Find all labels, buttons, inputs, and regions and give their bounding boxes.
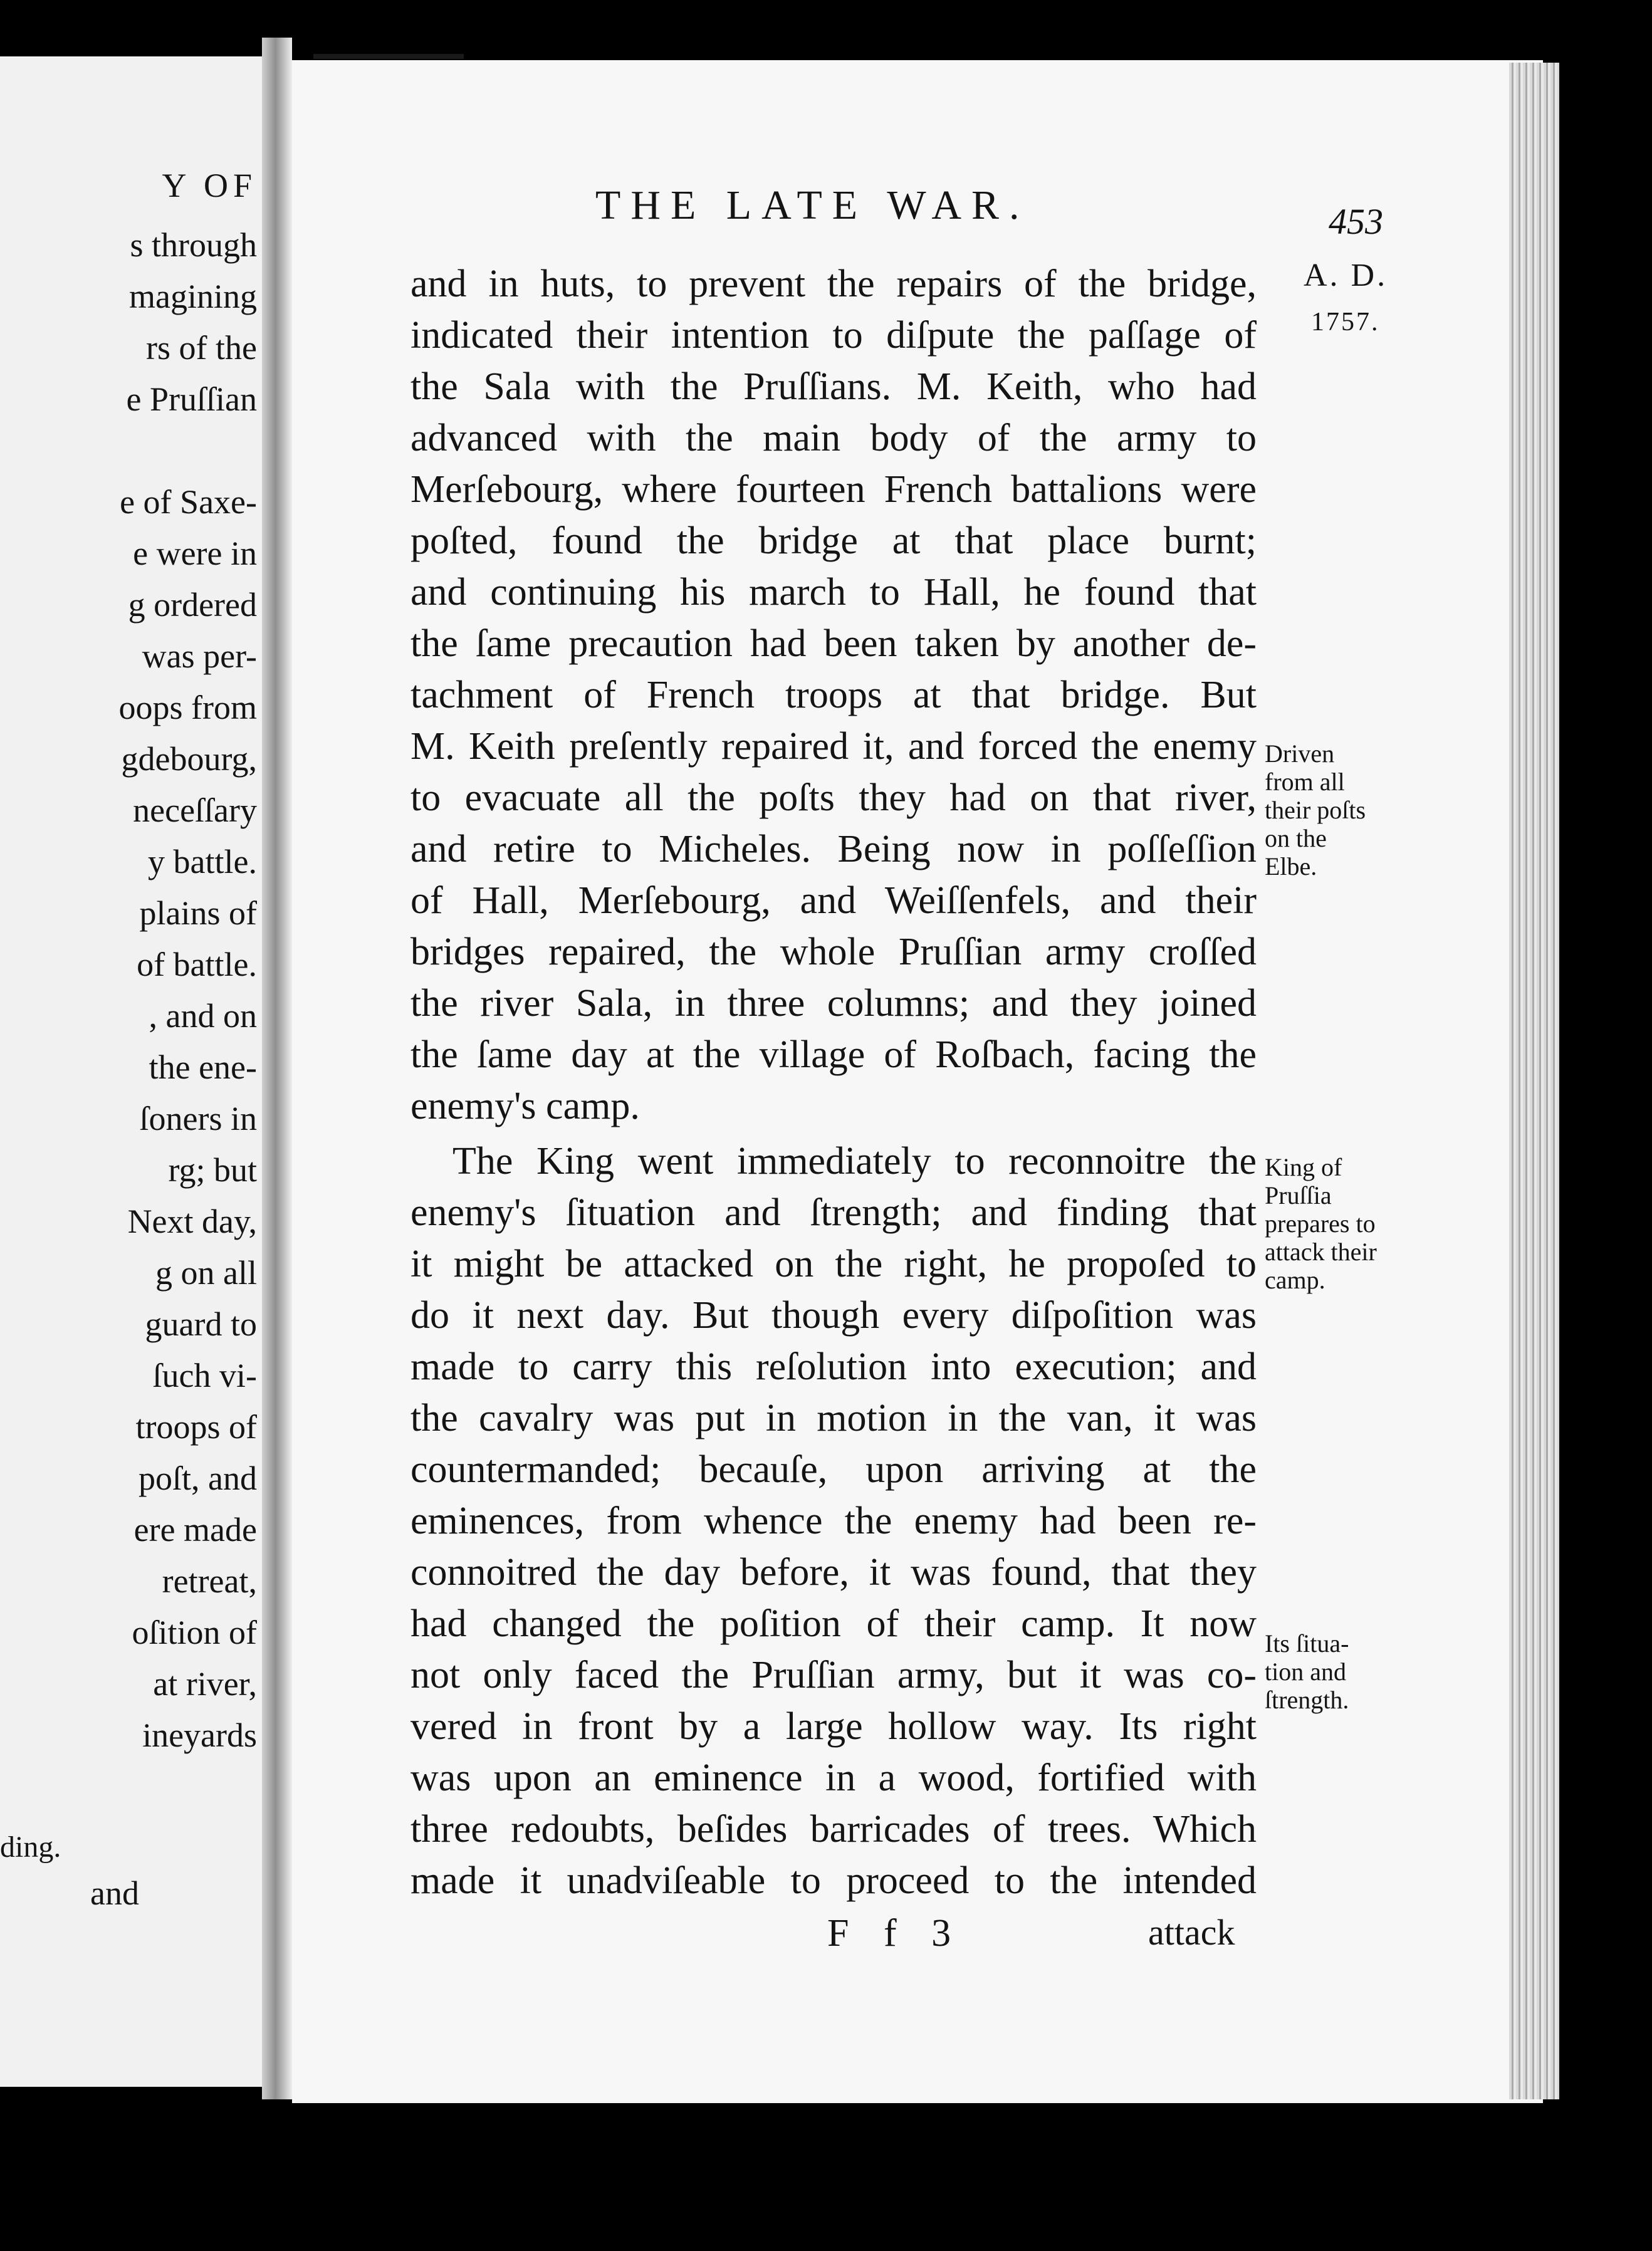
body-line: enemy's ſituation and ſtrength; and finding that xyxy=(410,1191,1257,1234)
margin-note-line: camp. xyxy=(1265,1266,1325,1294)
left-page-line: y battle. xyxy=(148,843,257,880)
margin-note-king xyxy=(1265,1153,1409,1294)
left-page xyxy=(0,56,262,2087)
left-page-line: g on all xyxy=(155,1254,257,1292)
left-page-line: at river, xyxy=(153,1665,257,1703)
margin-note-line: Elbe. xyxy=(1265,852,1317,880)
left-page-line: plains of xyxy=(139,894,257,932)
body-line: advanced with the main body of the army to xyxy=(410,417,1257,459)
left-page-line: g ordered xyxy=(128,586,257,624)
left-page-line: poſt, and xyxy=(139,1460,257,1497)
margin-note-line: prepares to xyxy=(1265,1209,1376,1238)
body-line: connoitred the day before, it was found, that they xyxy=(410,1551,1257,1594)
body-line: and retire to Micheles. Being now in poſſeſſion xyxy=(410,828,1257,870)
left-page-line: s through xyxy=(130,226,257,264)
body-line: made to carry this reſolution into execution; and xyxy=(410,1345,1257,1388)
body-line: Merſebourg, where fourteen French battalions were xyxy=(410,468,1257,511)
body-line: the ſame precaution had been taken by another de- xyxy=(410,622,1257,665)
body-line: and continuing his march to Hall, he found that xyxy=(410,571,1257,614)
left-page-line: e of Saxe- xyxy=(120,483,257,521)
left-page-line: rg; but xyxy=(168,1151,257,1189)
margin-note-line: Its ſitua- xyxy=(1265,1629,1349,1658)
signature-mark: F f 3 xyxy=(827,1912,964,1955)
body-line: eminences, from whence the enemy had been re- xyxy=(410,1500,1257,1542)
body-line: bridges repaired, the whole Pruſſian army croſſed xyxy=(410,931,1257,973)
body-line: three redoubts, beſides barricades of trees. Which xyxy=(410,1808,1257,1851)
left-page-line: Y OF xyxy=(162,167,257,204)
left-page-line: magining xyxy=(129,278,257,315)
body-line: made it unadviſeable to proceed to the intended xyxy=(410,1859,1257,1902)
left-page-line: ere made xyxy=(133,1511,257,1549)
body-line: of Hall, Merſebourg, and Weiſſenfels, and their xyxy=(410,879,1257,922)
book-gutter xyxy=(262,38,292,2099)
left-page-line: e were in xyxy=(133,535,257,572)
margin-note-line: tion and xyxy=(1265,1658,1346,1686)
left-page-line: guard to xyxy=(145,1305,257,1343)
running-title: THE LATE WAR. xyxy=(595,182,1030,228)
left-page-line: ſuch vi- xyxy=(152,1357,257,1394)
body-line: indicated their intention to diſpute the paſſage of xyxy=(410,314,1257,357)
margin-note-situation xyxy=(1265,1629,1409,1714)
body-line: not only faced the Pruſſian army, but it was co- xyxy=(410,1654,1257,1696)
left-page-line: the ene- xyxy=(149,1048,257,1086)
margin-note-driven xyxy=(1265,739,1409,880)
page-number: 453 xyxy=(1329,201,1383,242)
body-line: and in huts, to prevent the repairs of the bridge, xyxy=(410,263,1257,305)
body-line: countermanded; becauſe, upon arriving at the xyxy=(410,1448,1257,1491)
left-page-line: ding. xyxy=(0,1831,61,1864)
left-page-line: troops of xyxy=(135,1408,257,1446)
year-value: 1757. xyxy=(1311,308,1380,337)
margin-note-line: from all xyxy=(1265,768,1345,796)
left-page-line: of battle. xyxy=(137,946,257,983)
left-page-line: gdebourg, xyxy=(121,740,257,778)
left-page-line: rs of the xyxy=(146,329,257,367)
left-page-line: e Pruſſian xyxy=(126,380,257,418)
body-line: poſted, found the bridge at that place burnt; xyxy=(410,520,1257,562)
left-page-line: ineyards xyxy=(142,1716,257,1754)
body-line: enemy's camp. xyxy=(410,1085,640,1127)
body-line: had changed the poſition of their camp. It now xyxy=(410,1602,1257,1645)
margin-note-line: on the xyxy=(1265,824,1327,852)
left-page-line: oops from xyxy=(118,689,257,726)
margin-note-line: Pruſſia xyxy=(1265,1181,1332,1209)
body-line: The King went immediately to reconnoitre the xyxy=(452,1140,1257,1183)
page-edges xyxy=(1509,63,1559,2099)
body-line: the Sala with the Pruſſians. M. Keith, who had xyxy=(410,365,1257,408)
left-page-line: ſoners in xyxy=(139,1100,257,1137)
margin-note-line: King of xyxy=(1265,1153,1342,1181)
body-line: was upon an eminence in a wood, fortified with xyxy=(410,1757,1257,1799)
margin-note-line: ſtrength. xyxy=(1265,1686,1349,1714)
body-line: do it next day. But though every diſpoſition was xyxy=(410,1294,1257,1337)
left-page-line: retreat, xyxy=(162,1562,257,1600)
body-line: the ſame day at the village of Roſbach, facing the xyxy=(410,1033,1257,1076)
body-line: vered in front by a large hollow way. Its right xyxy=(410,1705,1257,1748)
catchword: attack xyxy=(1148,1912,1235,1953)
body-line: tachment of French troops at that bridge. But xyxy=(410,674,1257,716)
margin-note-line: Driven xyxy=(1265,739,1335,768)
margin-note-line: their poſts xyxy=(1265,796,1366,824)
year-label: A. D. xyxy=(1304,258,1388,293)
left-page-line: oſition of xyxy=(132,1614,257,1651)
body-line: it might be attacked on the right, he propoſed to xyxy=(410,1243,1257,1285)
left-page-line: , and on xyxy=(149,997,257,1035)
left-page-line: neceſſary xyxy=(133,791,257,829)
body-line: to evacuate all the poſts they had on that river, xyxy=(410,776,1257,819)
body-line: M. Keith preſently repaired it, and forced the enemy xyxy=(410,725,1257,768)
left-page-line: and xyxy=(90,1874,139,1912)
left-page-line: Next day, xyxy=(127,1203,257,1240)
left-page-line: was per- xyxy=(142,637,257,675)
body-line: the river Sala, in three columns; and they joined xyxy=(410,982,1257,1025)
body-line: the cavalry was put in motion in the van, it was xyxy=(410,1397,1257,1439)
margin-note-line: attack their xyxy=(1265,1238,1377,1266)
page-edge-mark xyxy=(313,54,464,59)
